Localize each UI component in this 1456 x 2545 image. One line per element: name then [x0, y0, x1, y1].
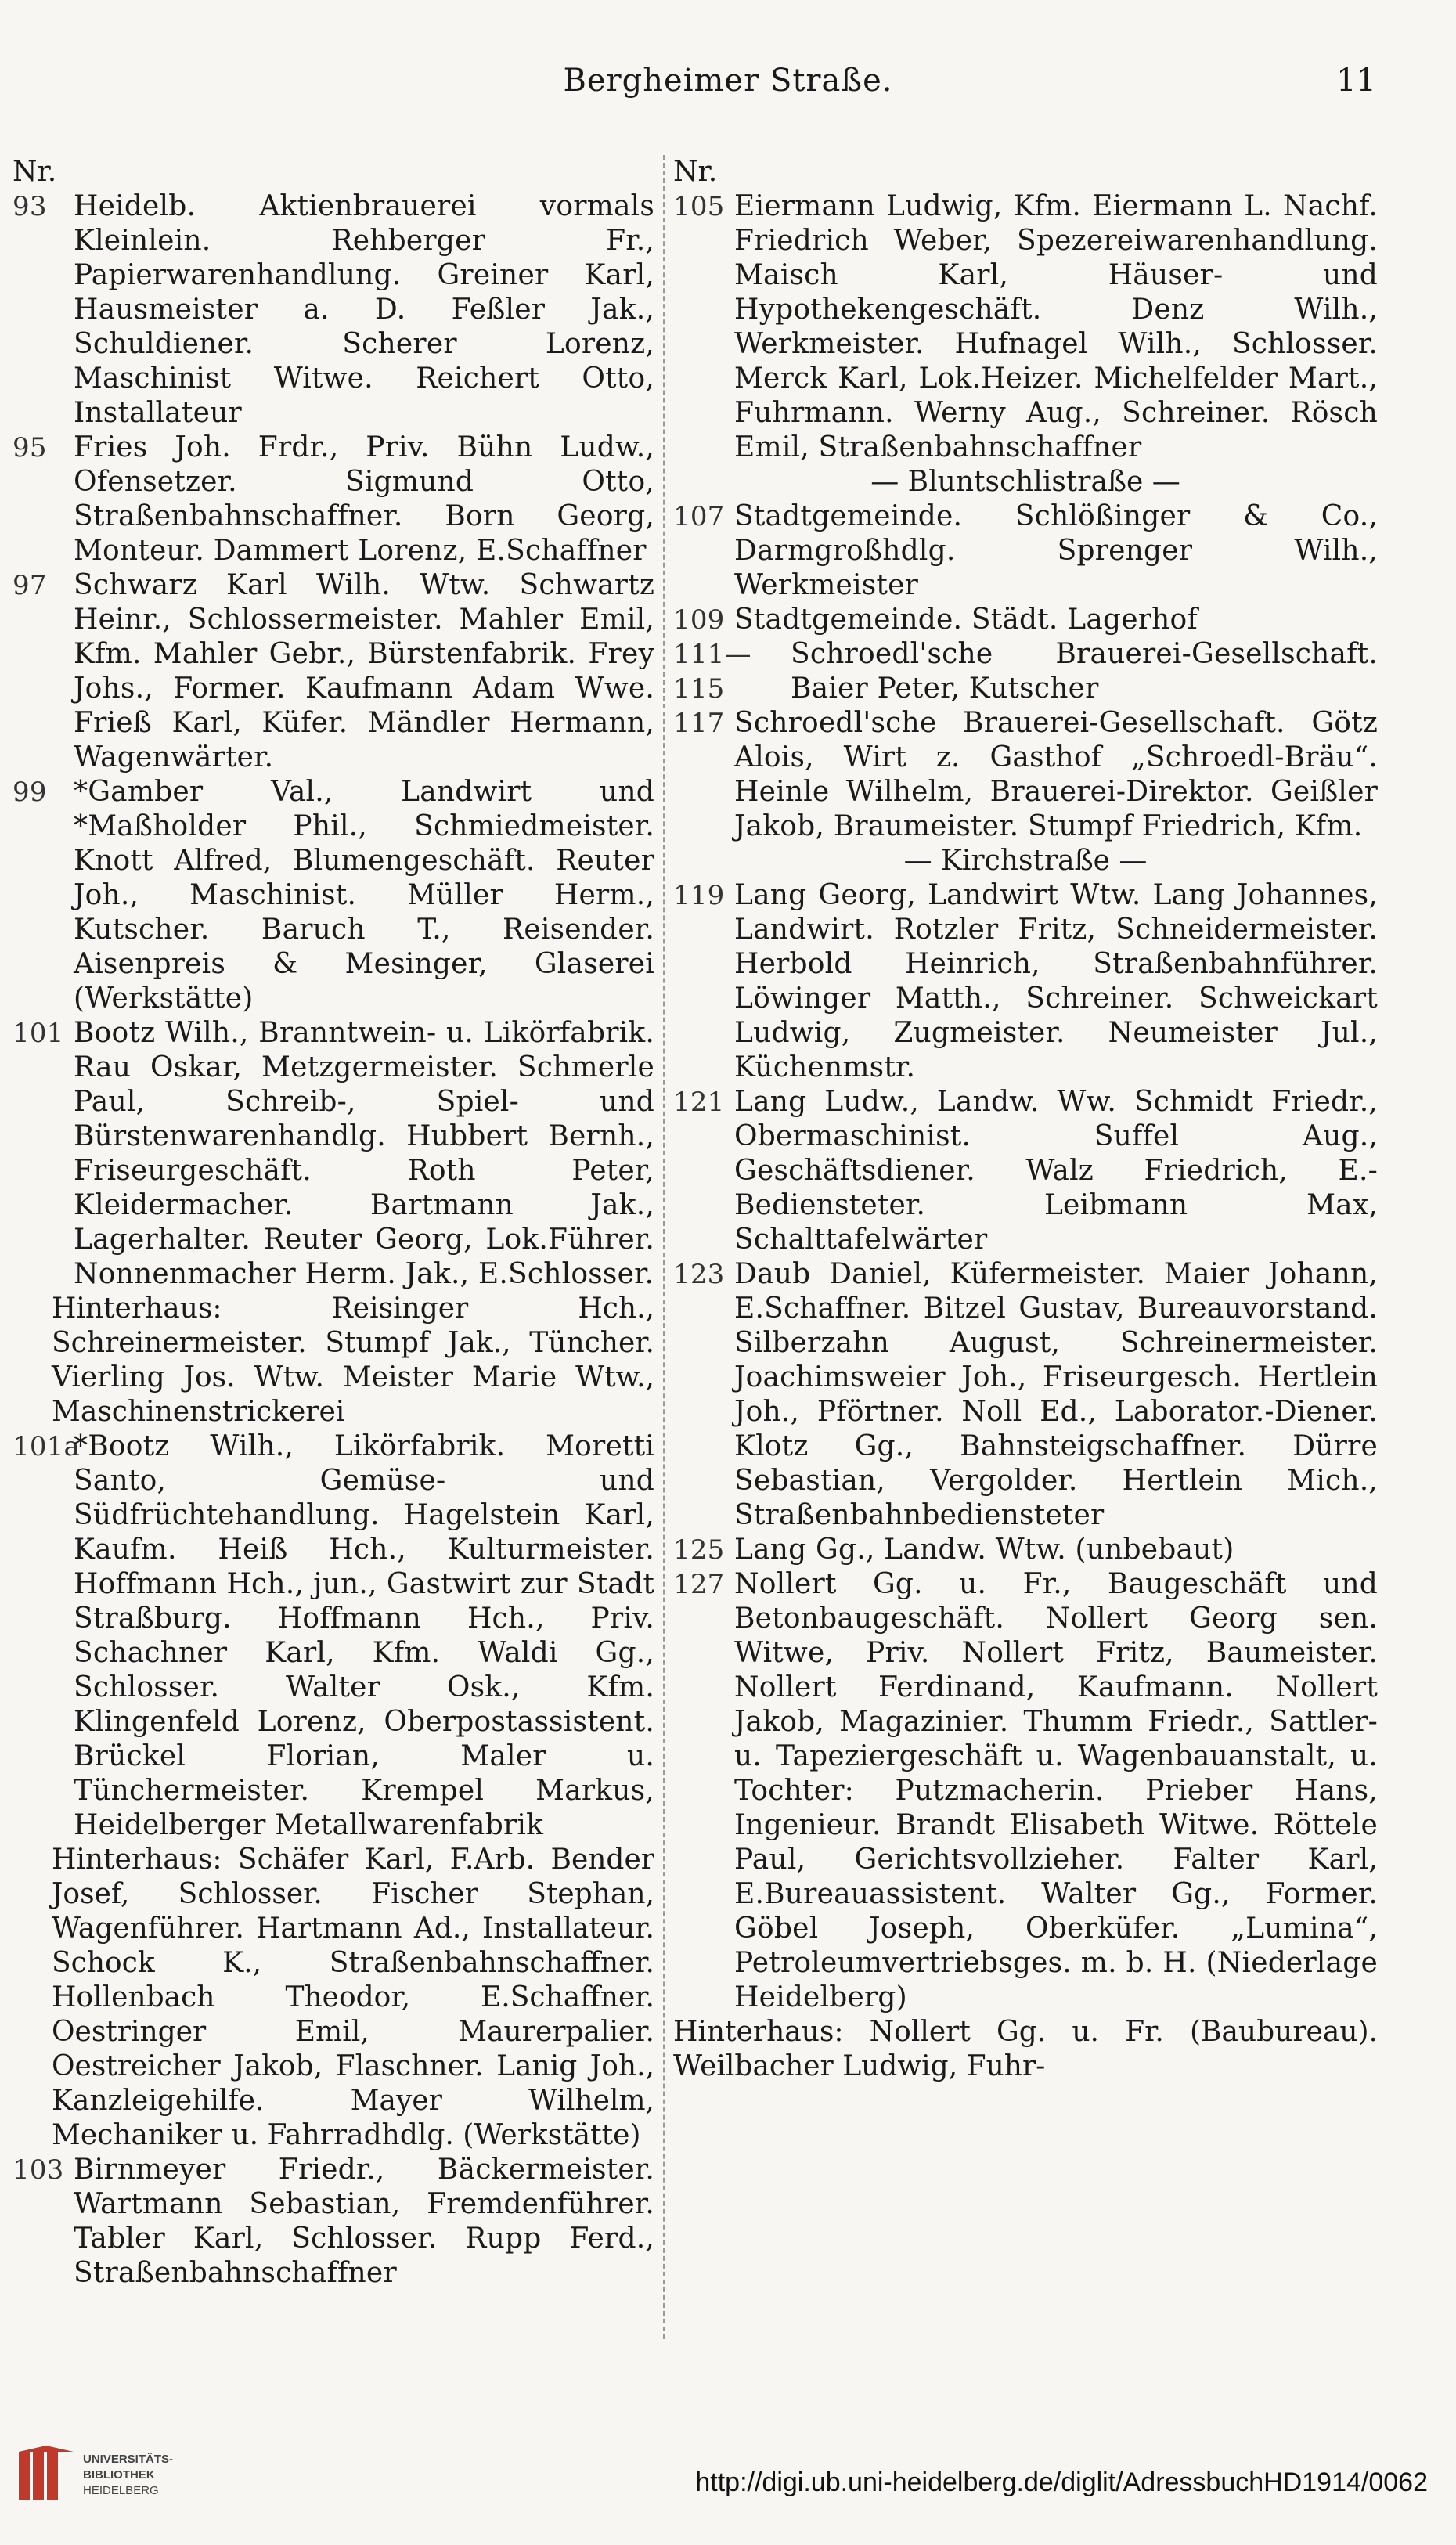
house-number: 107 [673, 501, 725, 532]
entry-text: Schroedl'sche Brauerei-Gesellschaft. Baier Peter, Kutscher [791, 638, 1378, 705]
library-name-line2: BIBLIOTHEK [83, 2468, 155, 2482]
entry-117 [673, 706, 1378, 844]
right-column [673, 155, 1378, 2084]
hinterhaus-101a: Hinterhaus: Schäfer Karl, F.Arb. Bender Josef, Schlosser. Fischer Stephan, Wagenführer. Hartmann Ad., Installateur. Schock K., Straßenbahnschaffner. Hollenbach Theodor, E.Schaffner. Oestringer Emil, Maurerpalier. Oestreicher Jakob, Flaschner. Lanig Joh., Kanzleigehilfe. Mayer Wilhelm, Mechaniker u. Fahrradhdlg. (Werkstätte) [52, 1844, 654, 2151]
house-number: 101a [13, 1431, 80, 1462]
entry-text: Fries Joh. Frdr., Priv. Bühn Ludw., Ofensetzer. Sigmund Otto, Straßenbahnschaffner. Born Georg, Monteur. Dammert Lorenz, E.Schaffner [74, 431, 654, 567]
column-divider [663, 155, 665, 2339]
hinterhaus-101: Hinterhaus: Reisinger Hch., Schreinermeister. Stumpf Jak., Tüncher. Vierling Jos. Wtw. Meister Marie Wtw., Maschinenstrickerei [52, 1292, 654, 1428]
entry-text: Stadtgemeinde. Städt. Lagerhof [734, 604, 1198, 636]
house-number: 121 [673, 1087, 725, 1118]
house-number: 127 [673, 1569, 725, 1600]
house-number: 101 [13, 1018, 64, 1049]
entry-109 [673, 603, 1378, 637]
house-number: 93 [13, 191, 47, 222]
entry-text: Lang Georg, Landwirt Wtw. Lang Johannes, Landwirt. Rotzler Fritz, Schneidermeister. Herbold Heinrich, Straßenbahnführer. Löwinger Matth., Schreiner. Schweickart Ludwig, Zugmeister. Neumeister Jul., Küchenmstr. [734, 879, 1378, 1083]
entry-121 [673, 1085, 1378, 1257]
entry-text: Heidelb. Aktienbrauerei vormals Kleinlein. Rehberger Fr., Papierwarenhandlung. Greiner Karl, Hausmeister a. D. Feßler Jak., Schuldiener. Scherer Lorenz, Maschinist Witwe. Reichert Otto, Installateur [74, 190, 654, 429]
entry-97 [13, 568, 654, 775]
house-number: 119 [673, 880, 725, 911]
library-name-line3: HEIDELBERG [83, 2484, 159, 2497]
nr-label: Nr. [673, 156, 718, 188]
entry-125 [673, 1533, 1378, 1567]
page-header [0, 63, 1456, 125]
library-logo [16, 2438, 180, 2516]
house-number: 111—115 [673, 639, 751, 705]
page-footer [0, 2427, 1456, 2529]
entry-107 [673, 499, 1378, 603]
house-number: 109 [673, 604, 725, 636]
entry-103 [13, 2153, 654, 2291]
library-name [83, 2452, 173, 2499]
library-logo-icon [16, 2446, 77, 2507]
entry-127 [673, 1567, 1378, 2015]
entry-101a [13, 1429, 654, 1843]
page-number: 11 [1336, 63, 1376, 99]
entry-text: Schroedl'sche Brauerei-Gesellschaft. Götz Alois, Wirt z. Gasthof „Schroedl-Bräu“. Heinle Wilhelm, Brauerei-Direktor. Geißler Jakob, Braumeister. Stumpf Friedrich, Kfm. [734, 707, 1378, 842]
house-number: 97 [13, 570, 47, 601]
entry-111-115 [673, 637, 1378, 706]
entry-123 [673, 1257, 1378, 1533]
cross-street-heading: — Kirchstraße — [903, 845, 1148, 877]
entry-101 [13, 1016, 654, 1292]
house-number: 123 [673, 1259, 725, 1290]
house-number: 117 [673, 708, 725, 739]
entry-text: Stadtgemeinde. Schlößinger & Co., Darmgroßhdlg. Sprenger Wilh., Werkmeister [734, 500, 1378, 601]
hinterhaus-127: Hinterhaus: Nollert Gg. u. Fr. (Baubureau). Weilbacher Ludwig, Fuhr- [673, 2016, 1378, 2082]
house-number: 95 [13, 432, 47, 463]
entry-text: Schwarz Karl Wilh. Wtw. Schwartz Heinr., Schlossermeister. Mahler Emil, Kfm. Mahler Gebr., Bürstenfabrik. Frey Johs., Former. Kaufmann Adam Wwe. Frieß Karl, Küfer. Mändler Hermann, Wagenwärter. [74, 569, 654, 773]
entry-119 [673, 878, 1378, 1085]
left-column [13, 155, 654, 2291]
running-title: Bergheimer Straße. [563, 63, 893, 99]
cross-street-heading: — Bluntschlistraße — [870, 466, 1180, 498]
entry-text: Lang Gg., Landw. Wtw. (unbebaut) [734, 1534, 1234, 1566]
house-number: 103 [13, 2154, 64, 2186]
entry-105 [673, 189, 1378, 465]
entry-95 [13, 431, 654, 568]
entry-text: Nollert Gg. u. Fr., Baugeschäft und Betonbaugeschäft. Nollert Georg sen. Witwe, Priv. Nollert Fritz, Baumeister. Nollert Ferdinand, Kaufmann. Nollert Jakob, Magazinier. Thumm Friedr., Sattler- u. Tapeziergeschäft u. Wagenbauanstalt, u. Tochter: Putzmacherin. Prieber Hans, Ingenieur. Brandt Elisabeth Witwe. Röttele Paul, Gerichtsvollzieher. Falter Karl, E.Bureauassistent. Walter Gg., Former. Göbel Joseph, Oberküfer. „Lumina“, Petroleumvertriebsges. m. b. H. (Niederlage Heidelberg) [734, 1568, 1378, 2013]
house-number: 125 [673, 1534, 725, 1566]
entry-text: Lang Ludw., Landw. Ww. Schmidt Friedr., Obermaschinist. Suffel Aug., Geschäftsdiener. Walz Friedrich, E.-Bediensteter. Leibmann Max, Schalttafelwärter [734, 1086, 1378, 1256]
entry-text: *Bootz Wilh., Likörfabrik. Moretti Santo, Gemüse- und Südfrüchtehandlung. Hagelstein Karl, Kaufm. Heiß Hch., Kulturmeister. Hoffmann Hch., jun., Gastwirt zur Stadt Straßburg. Hoffmann Hch., Priv. Schachner Karl, Kfm. Waldi Gg., Schlosser. Walter Osk., Kfm. Klingenfeld Lorenz, Oberpostassistent. Brückel Florian, Maler u. Tünchermeister. Krempel Markus, Heidelberger Metallwarenfabrik [74, 1430, 654, 1841]
source-url[interactable]: http://digi.ub.uni-heidelberg.de/diglit/AdressbuchHD1914/0062 [695, 2467, 1428, 2497]
entry-text: Bootz Wilh., Branntwein- u. Likörfabrik. Rau Oskar, Metzgermeister. Schmerle Paul, Schreib-, Spiel- und Bürstenwarenhandlg. Hubbert Bernh., Friseurgeschäft. Roth Peter, Kleidermacher. Bartmann Jak., Lagerhalter. Reuter Georg, Lok.Führer. Nonnenmacher Herm. Jak., E.Schlosser. [74, 1017, 654, 1290]
nr-label: Nr. [13, 156, 57, 188]
entry-text: Eiermann Ludwig, Kfm. Eiermann L. Nachf. Friedrich Weber, Spezereiwarenhandlung. Maisch Karl, Häuser- und Hypothekengeschäft. Denz Wilh., Werkmeister. Hufnagel Wilh., Schlosser. Merck Karl, Lok.Heizer. Michelfelder Mart., Fuhrmann. Werny Aug., Schreiner. Rösch Emil, Straßenbahnschaffner [734, 190, 1378, 463]
entry-93 [13, 189, 654, 431]
entry-text: Daub Daniel, Küfermeister. Maier Johann, E.Schaffner. Bitzel Gustav, Bureauvorstand. Silberzahn August, Schreinermeister. Joachimsweier Joh., Friseurgesch. Hertlein Joh., Pförtner. Noll Ed., Laborator.-Diener. Klotz Gg., Bahnsteigschaffner. Dürre Sebastian, Vergolder. Hertlein Mich., Straßenbahnbediensteter [734, 1258, 1378, 1531]
entry-99 [13, 775, 654, 1016]
library-name-line1: UNIVERSITÄTS- [83, 2453, 174, 2466]
entry-text: *Gamber Val., Landwirt und *Maßholder Phil., Schmiedmeister. Knott Alfred, Blumengeschäft. Reuter Joh., Maschinist. Müller Herm., Kutscher. Baruch T., Reisender. Aisenpreis & Mesinger, Glaserei (Werkstätte) [74, 776, 654, 1015]
house-number: 99 [13, 777, 47, 808]
house-number: 105 [673, 191, 725, 222]
entry-text: Birnmeyer Friedr., Bäckermeister. Wartmann Sebastian, Fremdenführer. Tabler Karl, Schlosser. Rupp Ferd., Straßenbahnschaffner [74, 2154, 654, 2289]
